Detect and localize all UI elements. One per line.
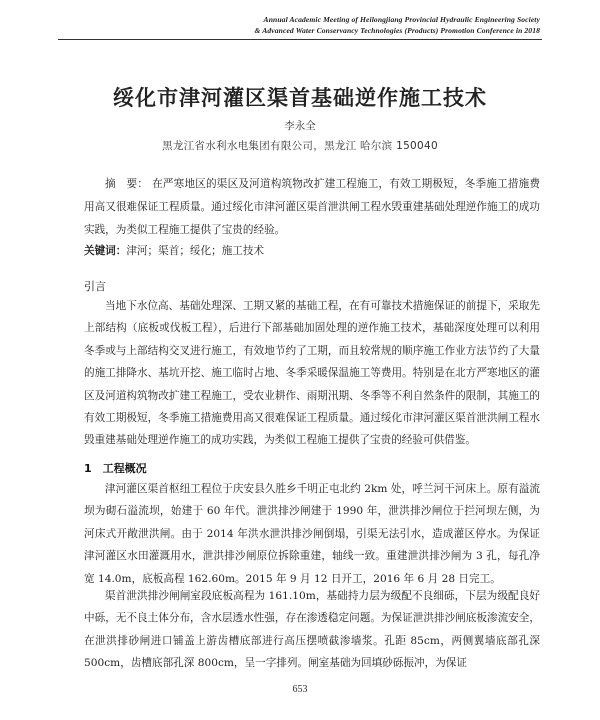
running-header <box>255 14 540 36</box>
abstract <box>84 173 540 242</box>
affiliation: 黑龙江省水利水电集团有限公司，黑龙江 哈尔滨 150040 <box>162 140 438 152</box>
header-rule <box>58 39 542 40</box>
paper-title: 绥化市津河灌区渠首基础逆作施工技术 <box>113 85 487 110</box>
page-number: 653 <box>292 684 308 695</box>
running-header-line1: Annual Academic Meeting of Heilongjiang Provincial Hydraulic Engineering Society <box>263 15 540 24</box>
abstract-text: 在严寒地区的渠区及河道构筑物改扩建工程施工，有效工期极短，冬季施工措施费用高又很难保证工程质量。通过绥化市津河灌区渠首泄洪闸工程水毁重建基础处理逆作施工的成功实践，为类似工程施工提供了宝贵的经验。 <box>84 178 541 236</box>
abstract-label: 摘 要： <box>105 178 149 190</box>
intro-heading: 引言 <box>84 280 106 293</box>
running-header-line2: & Advanced Water Conservancy Technologies (Products) Promotion Conference in 2018 <box>254 26 540 35</box>
keywords-label: 关键词： <box>84 245 127 257</box>
keywords <box>84 240 540 262</box>
author: 李永全 <box>284 120 316 132</box>
section1-paragraph-2: 渠首泄洪排沙闸闸室段底板高程为 161.10m，基础持力层为级配不良细砾，下层为级配良好中砾，无不良土体分布，含水层透水性强，存在渗透稳定问题。为保证泄洪排沙闸底板渗流安全，在泄洪排砂闸进口铺盖上游齿槽底部进行高压摆喷截渗墙浆。孔距 85cm，两侧翼墙底部孔深 500cm，齿槽底部孔深 800cm，呈一字排列。闸室基础为回填砂砾振冲，为保证 <box>84 590 540 670</box>
intro-paragraph: 当地下水位高、基础处理深、工期又紧的基础工程，在有可靠技术措施保证的前提下，采取先上部结构（底板或伐板工程），后进行下部基础加固处理的逆作施工技术，基础深度处理可以利用冬季或与上部结构交叉进行施工，有效地节约了工期，而且较常规的顺序施工作业方法节约了大量的施工排降水、基坑开挖、施工临时占地、冬季采暖保温施工等费用。特别是在北方严寒地区的灌区及河道构筑物改扩建工程施工，受农业耕作、雨期汛期、冬季等不利自然条件的限制，其施工的有效工期极短，冬季施工措施费用高又很难保证工程质量。通过绥化市津河灌区渠首泄洪闸工程水毁重建基础处理逆作施工的成功实践，为类似工程施工提供了宝贵的经验可供借鉴。 <box>84 300 540 447</box>
keywords-text: 津河；渠首；绥化；施工技术 <box>126 245 265 257</box>
section1-paragraph-1: 津河灌区渠首枢纽工程位于庆安县久胜乡千明正屯北约 2km 处，呼兰河干河床上。原有溢流坝为砌石溢流坝，始建于 60 年代。泄洪排沙闸建于 1990 年，泄洪排沙闸位于拦河坝左侧，为河床式开敞泄洪闸。由于 2014 年洪水泄洪排沙闸倒塌，引渠无法引水，造成灌区停水。为保证津河灌区水田灌溉用水，泄洪排沙闸原位拆除重建，轴线一致。重建泄洪排沙闸为 3 孔，每孔净宽 14.0m，底板高程 162.60m。2015 年 9 月 12 日开工，2016 年 6 月 28 日完工。 <box>84 483 540 585</box>
section1-heading: 1 工程概况 <box>84 462 147 475</box>
